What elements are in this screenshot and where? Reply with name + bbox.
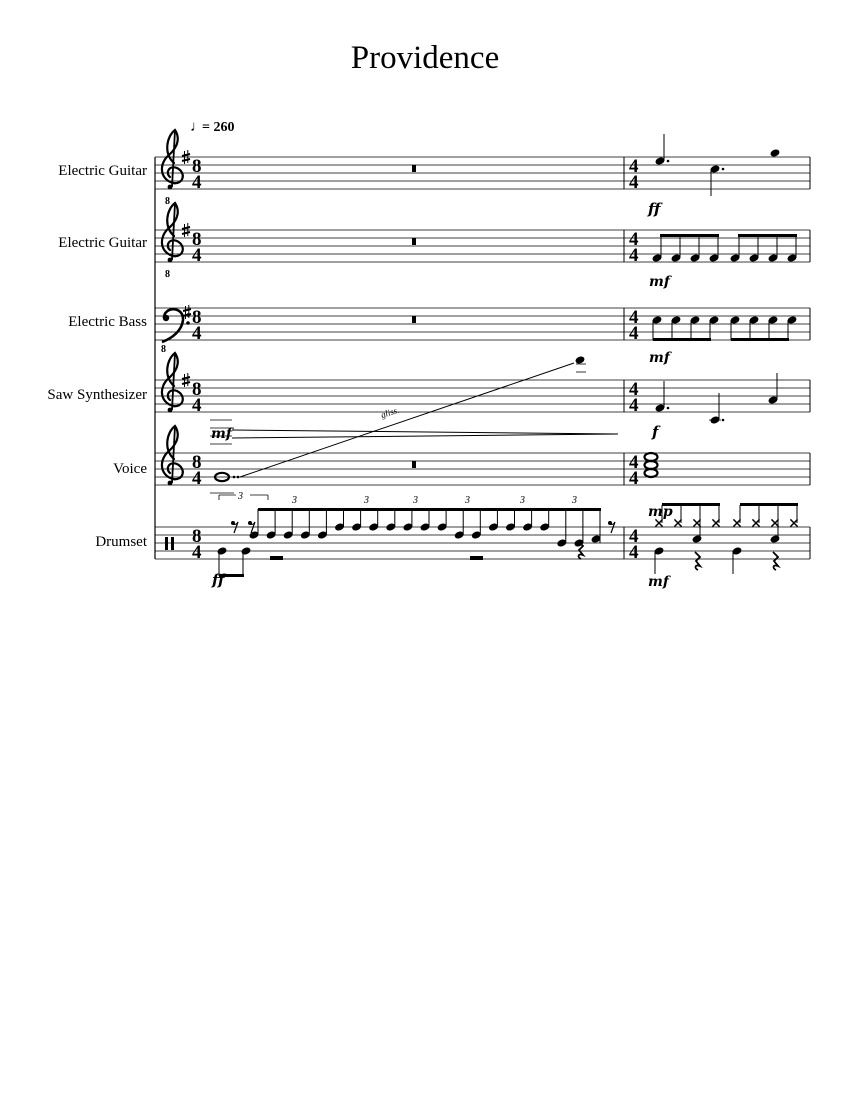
synth-measure1-notes [210,336,618,477]
time-signature-4-4 [629,156,639,563]
staff-saw-synthesizer [155,380,810,412]
svg-text:4: 4 [192,395,202,416]
dynamic-drums-m1: ff [212,571,225,589]
synth-measure2-notes [654,373,778,425]
svg-text:4: 4 [192,245,202,266]
tuplet-numbers [291,495,577,506]
dynamic-drums-m2-bottom: mf [648,574,669,590]
measure-rest [412,461,416,468]
time-signature-8-4 [192,156,202,563]
dynamic-drums-m2-top: mp [648,504,673,520]
svg-text:4: 4 [629,379,639,400]
clef-octave-mark: 8 [161,344,166,355]
svg-text:4: 4 [629,229,639,250]
svg-text:8: 8 [192,229,202,250]
staff-electric-guitar-1 [155,157,810,189]
svg-text:4: 4 [629,542,639,563]
svg-text:8: 8 [192,526,202,547]
guitar1-measure2-notes [654,126,780,196]
svg-text:3: 3 [572,495,577,506]
sharp-icon [183,305,191,319]
dynamic-guitar1: ff [648,200,661,218]
svg-text:3: 3 [520,495,525,506]
drumset-triplet-notes [248,510,601,548]
tempo-note-glyph: ♩ [190,119,205,135]
svg-text:4: 4 [629,526,639,547]
dynamic-guitar2: mf [649,274,670,290]
svg-text:4: 4 [192,542,202,563]
instrument-label-electric-guitar-1: Electric Guitar [58,163,147,179]
svg-text:4: 4 [192,172,202,193]
voice-measure1-note [210,473,239,493]
svg-text:8: 8 [192,307,202,328]
instrument-label-electric-bass: Electric Bass [68,314,147,330]
instrument-label-saw-synthesizer: Saw Synthesizer [47,387,147,403]
svg-text:4: 4 [629,172,639,193]
svg-text:8: 8 [192,452,202,473]
svg-text:4: 4 [629,468,639,489]
svg-text:4: 4 [629,395,639,416]
voice-measure2-chord [645,453,658,477]
svg-text:4: 4 [629,307,639,328]
clef-octave-mark: 8 [165,196,170,207]
instrument-label-electric-guitar-2: Electric Guitar [58,235,147,251]
clef-octave-mark: 8 [165,269,170,280]
score-title: Providence [350,40,500,76]
svg-text:4: 4 [629,245,639,266]
drumset-measure2-notes [653,503,798,574]
treble-clef-icon [162,203,183,262]
measure-rest [412,165,416,172]
treble-clef-icon [162,426,183,485]
svg-text:3: 3 [364,495,369,506]
svg-text:3: 3 [465,495,470,506]
instrument-label-drumset: Drumset [95,534,147,550]
svg-text:4: 4 [629,452,639,473]
svg-text:4: 4 [192,468,202,489]
measure-rest [412,316,416,323]
svg-text:3: 3 [413,495,418,506]
staff-voice [155,453,810,485]
percussion-clef-icon [165,537,174,550]
svg-text:4: 4 [629,156,639,177]
tempo-marking [190,119,234,135]
dynamic-bass: mf [649,350,670,366]
svg-text:8: 8 [192,156,202,177]
dynamic-synth-m2: f [652,423,659,441]
tempo-value: = 260 [202,120,235,135]
tuplet-number: 3 [238,491,243,502]
svg-text:4: 4 [192,323,202,344]
treble-clef-icon [162,130,183,189]
instrument-label-voice: Voice [113,461,147,477]
svg-text:3: 3 [292,495,297,506]
svg-text:4: 4 [629,323,639,344]
svg-text:8: 8 [192,379,202,400]
dynamic-synth-m1: mf [211,426,232,442]
bass-measure2-notes [651,315,797,341]
staff-electric-bass [155,308,810,340]
gliss-label: gliss. [379,404,401,420]
treble-clef-icon [162,353,183,412]
measure-rest [412,238,416,245]
